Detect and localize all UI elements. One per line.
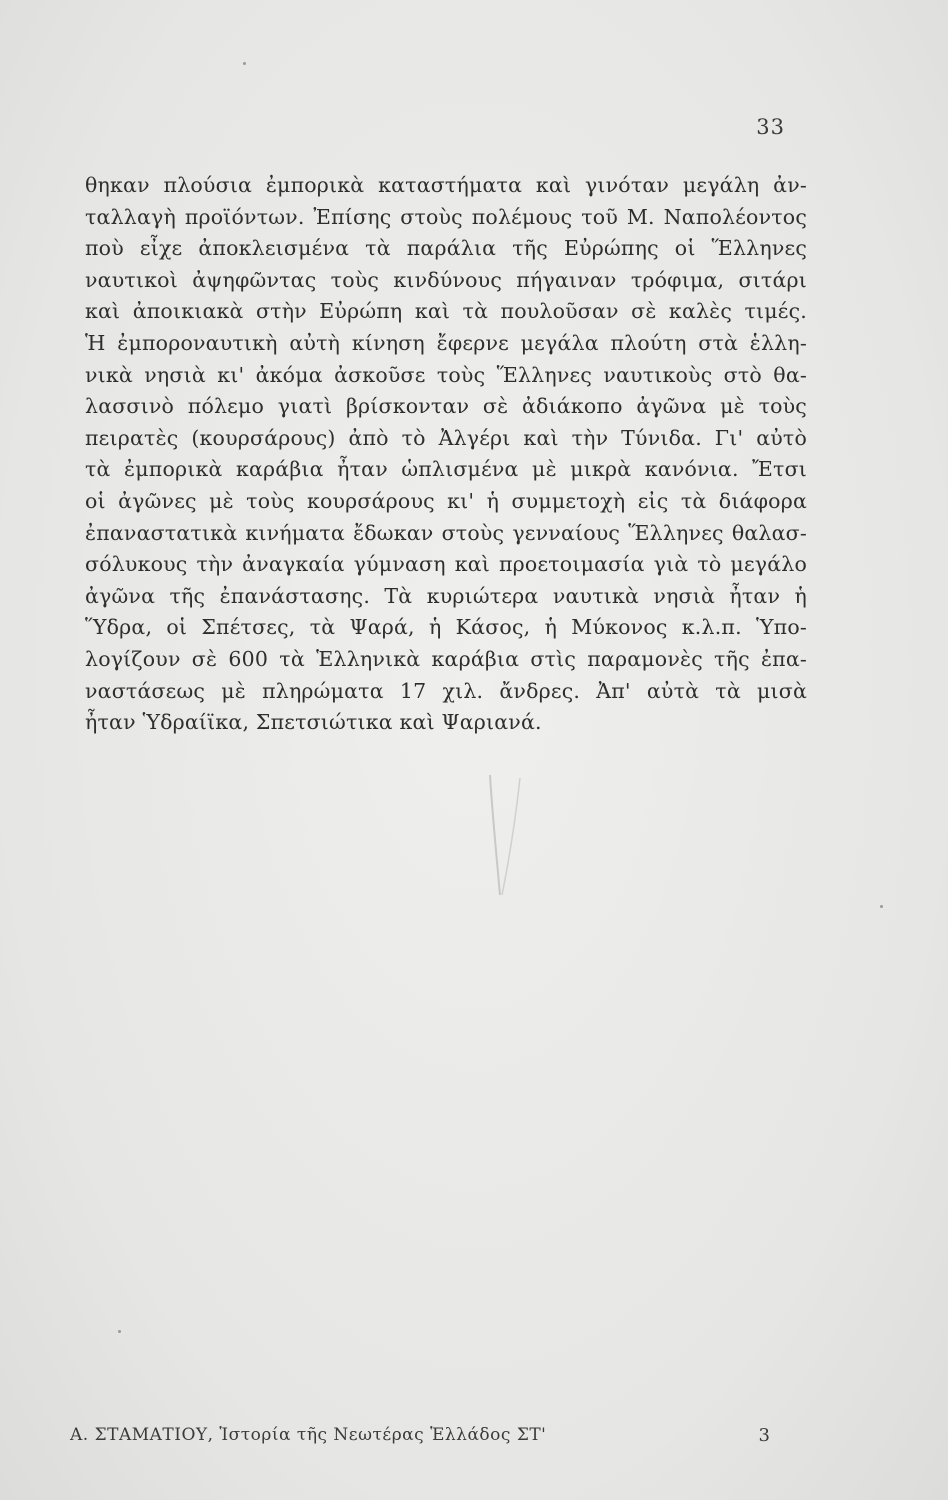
scan-speck [118, 1330, 121, 1333]
text-line: λασσινὸ πόλεμο γιατὶ βρίσκονταν σὲ ἀδιάκοπο ἀγῶνα μὲ τοὺς [85, 394, 807, 419]
text-line: ναυτικοὶ ἀψηφῶντας τοὺς κινδύνους πήγαιναν τρόφιμα, σιτάρι [85, 267, 807, 292]
signature-mark: 3 [758, 1425, 770, 1446]
text-line: Ἡ ἐμποροναυτικὴ αὐτὴ κίνηση ἔφερνε μεγάλα πλούτη στὰ ἑλλη- [85, 330, 807, 355]
scan-speck [243, 62, 246, 65]
text-line: λογίζουν σὲ 600 τὰ Ἑλληνικὰ καράβια στὶς παραμονὲς τῆς ἐπα- [85, 646, 807, 671]
text-line: ποὺ εἶχε ἀποκλεισμένα τὰ παράλια τῆς Εὐρώπης οἱ Ἕλληνες [85, 236, 807, 261]
text-line: νικὰ νησιὰ κι' ἀκόμα ἀσκοῦσε τοὺς Ἕλληνες ναυτικοὺς στὸ θα- [85, 362, 807, 387]
text-line: ἐπαναστατικὰ κινήματα ἔδωκαν στοὺς γενναίους Ἕλληνες θαλασ- [85, 520, 807, 545]
scan-speck [880, 905, 883, 908]
text-line: καὶ ἀποικιακὰ στὴν Εὐρώπη καὶ τὰ πουλοῦσαν σὲ καλὲς τιμές. [85, 299, 807, 324]
pencil-mark-icon [470, 770, 530, 900]
text-line: θηκαν πλούσια ἐμπορικὰ καταστήματα καὶ γινόταν μεγάλη ἀν- [85, 173, 807, 197]
page-number: 33 [756, 115, 785, 139]
text-line: Ὕδρα, οἱ Σπέτσες, τὰ Ψαρά, ἡ Κάσος, ἡ Μύκονος κ.λ.π. Ὑπο- [85, 615, 807, 640]
text-line: ταλλαγὴ προϊόντων. Ἐπίσης στοὺς πολέμους τοῦ Μ. Ναπολέοντος [85, 204, 807, 229]
text-line: ναστάσεως μὲ πληρώματα 17 χιλ. ἄνδρες. Ἀπ' αὐτὰ τὰ μισὰ [85, 678, 807, 703]
text-line: ἀγῶνα τῆς ἐπανάστασης. Τὰ κυριώτερα ναυτικὰ νησιὰ ἦταν ἡ [85, 583, 807, 608]
text-line: σόλυκους τὴν ἀναγκαία γύμναση καὶ προετοιμασία γιὰ τὸ μεγάλο [85, 552, 807, 577]
text-line: ἦταν Ὑδραίϊκα, Σπετσιώτικα καὶ Ψαριανά. [85, 710, 542, 735]
text-line: οἱ ἀγῶνες μὲ τοὺς κουρσάρους κι' ἡ συμμετοχὴ εἰς τὰ διάφορα [85, 488, 807, 513]
body-paragraph [85, 170, 807, 739]
text-line: πειρατὲς (κουρσάρους) ἀπὸ τὸ Ἀλγέρι καὶ τὴν Τύνιδα. Γι' αὐτὸ [85, 425, 807, 450]
footer-citation: Α. ΣΤΑΜΑΤΙΟΥ, Ἱστορία τῆς Νεωτέρας Ἑλλάδος ΣΤ' [70, 1425, 547, 1445]
text-line: τὰ ἐμπορικὰ καράβια ἦταν ὡπλισμένα μὲ μικρὰ κανόνια. Ἔτσι [85, 457, 807, 482]
